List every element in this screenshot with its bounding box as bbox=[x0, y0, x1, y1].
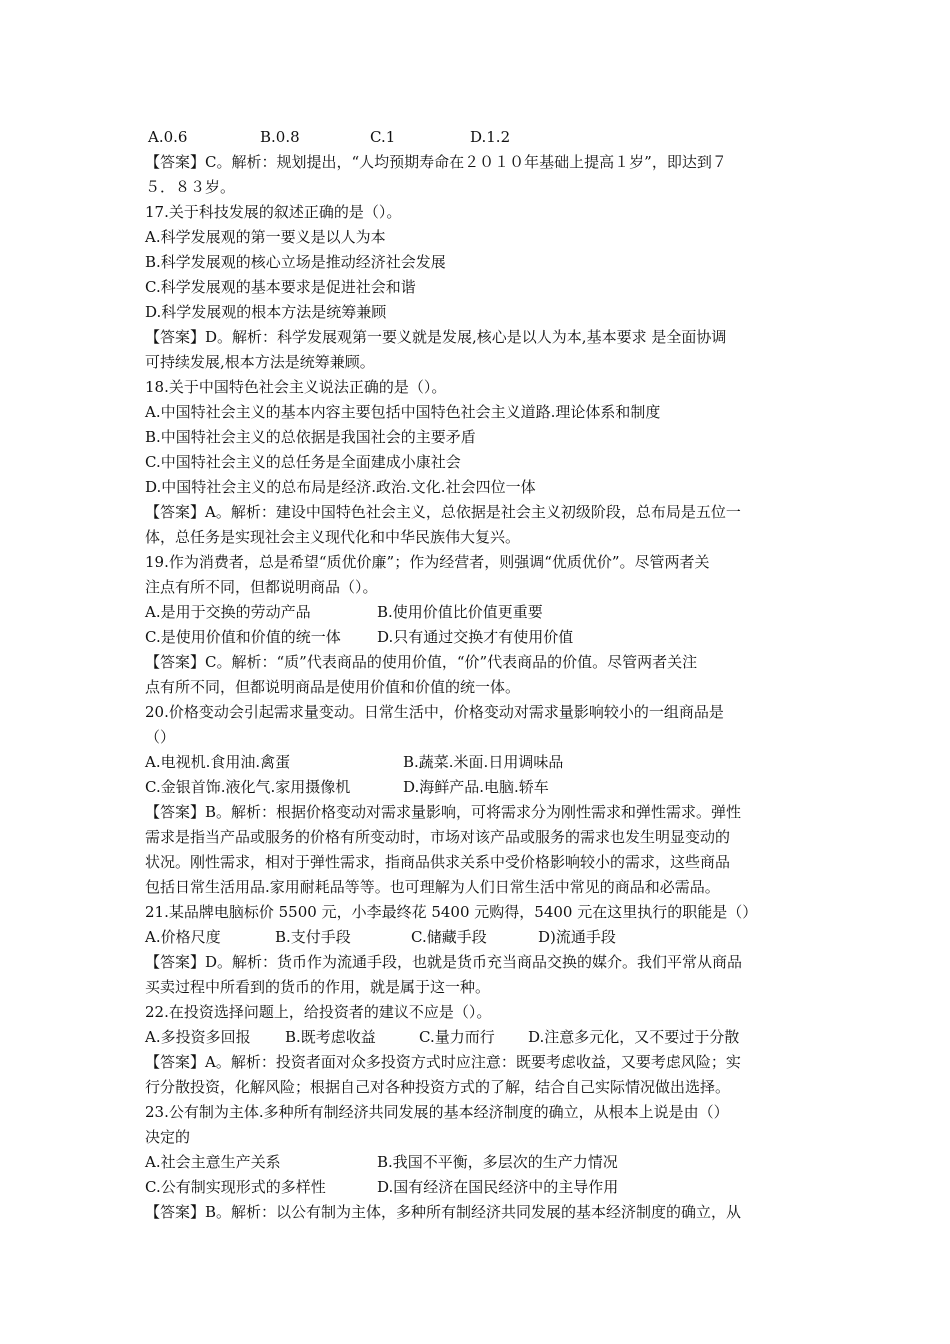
q17-option-b: B.科学发展观的核心立场是推动经济社会发展 bbox=[145, 253, 446, 271]
q20-answer-line-4: 包括日常生活用品.家用耐耗品等等。也可理解为人们日常生活中常见的商品和必需品。 bbox=[145, 878, 720, 896]
q18-option-b: B.中国特社会主义的总依据是我国社会的主要矛盾 bbox=[145, 428, 476, 446]
q21-option-c: C.储藏手段 bbox=[411, 928, 487, 946]
q20-answer-line-2: 需求是指当产品或服务的价格有所变动时，市场对该产品或服务的需求也发生明显变动的 bbox=[145, 828, 731, 846]
q17-option-c: C.科学发展观的基本要求是促进社会和谐 bbox=[145, 278, 416, 296]
q17-answer-line-2: 可持续发展,根本方法是统筹兼顾。 bbox=[145, 353, 375, 371]
q20-answer-line-3: 状况。刚性需求，相对于弹性需求，指商品供求关系中受价格影响较小的需求，这些商品 bbox=[145, 853, 731, 871]
q22-stem: 22.在投资选择问题上，给投资者的建议不应是（）。 bbox=[145, 1003, 492, 1021]
q19-answer-line-2: 点有所不同，但都说明商品是使用价值和价值的统一体。 bbox=[145, 678, 521, 696]
q23-stem-line-2: 决定的 bbox=[145, 1128, 191, 1146]
q20-answer-line-1: 【答案】B。解析：根据价格变动对需求量影响，可将需求分为刚性需求和弹性需求。弹性 bbox=[145, 803, 742, 821]
q21-option-b: B.支付手段 bbox=[275, 928, 351, 946]
q22-option-b: B.既考虑收益 bbox=[285, 1028, 376, 1046]
q23-option-a: A.社会主意生产关系 bbox=[145, 1153, 281, 1171]
q19-stem-line-2: 注点有所不同，但都说明商品（）。 bbox=[145, 578, 378, 596]
q23-options-row-1 bbox=[145, 1152, 618, 1172]
q21-answer-line-1: 【答案】D。解析：货币作为流通手段，也就是货币充当商品交换的媒介。我们平常从商品 bbox=[145, 953, 743, 971]
q19-answer-line-1: 【答案】C。解析：“质”代表商品的使用价值，“价”代表商品的价值。尽管两者关注 bbox=[145, 653, 698, 671]
q18-answer-line-2: 体，总任务是实现社会主义现代化和中华民族伟大复兴。 bbox=[145, 528, 521, 546]
q20-option-a: A.电视机.食用油.禽蛋 bbox=[145, 753, 291, 771]
q23-options-row-2 bbox=[145, 1177, 618, 1197]
q20-stem-line-1: 20.价格变动会引起需求量变动。日常生活中，价格变动对需求量影响较小的一组商品是 bbox=[145, 703, 724, 721]
q22-options bbox=[145, 1027, 739, 1047]
q18-option-c: C.中国特社会主义的总任务是全面建成小康社会 bbox=[145, 453, 461, 471]
q17-stem: 17.关于科技发展的叙述正确的是（）。 bbox=[145, 203, 402, 221]
q19-option-a: A.是用于交换的劳动产品 bbox=[145, 603, 311, 621]
q20-options-row-2 bbox=[145, 777, 549, 797]
q21-stem: 21.某品牌电脑标价 5500 元，小李最终花 5400 元购得，5400 元在这里执行的职能是（） bbox=[145, 903, 758, 921]
q16-option-a: A.0.6 bbox=[148, 128, 188, 146]
q16-option-b: B.0.8 bbox=[260, 128, 300, 146]
q18-option-a: A.中国特社会主义的基本内容主要包括中国特色社会主义道路.理论体系和制度 bbox=[145, 403, 661, 421]
q17-option-d: D.科学发展观的根本方法是统筹兼顾 bbox=[145, 303, 387, 321]
q22-answer-line-1: 【答案】A。解析：投资者面对众多投资方式时应注意：既要考虑收益，又要考虑风险；实 bbox=[145, 1053, 741, 1071]
q18-answer-line-1: 【答案】A。解析：建设中国特色社会主义，总依据是社会主义初级阶段，总布局是五位一 bbox=[145, 503, 741, 521]
q20-option-d: D.海鲜产品.电脑.轿车 bbox=[403, 778, 549, 796]
q21-option-a: A.价格尺度 bbox=[145, 928, 221, 946]
q17-option-a: A.科学发展观的第一要义是以人为本 bbox=[145, 228, 386, 246]
q22-option-d: D.注意多元化，又不要过于分散 bbox=[528, 1028, 740, 1046]
q22-option-c: C.量力而行 bbox=[419, 1028, 495, 1046]
q16-options bbox=[148, 127, 510, 147]
q20-option-b: B.蔬菜.米面.日用调味品 bbox=[403, 753, 564, 771]
q16-option-c: C.1 bbox=[370, 128, 396, 146]
q19-options-row-1 bbox=[145, 602, 543, 622]
q20-stem-line-2: （） bbox=[145, 728, 176, 746]
q18-option-d: D.中国特社会主义的总布局是经济.政治.文化.社会四位一体 bbox=[145, 478, 536, 496]
q16-option-d: D.1.2 bbox=[470, 128, 511, 146]
q19-stem-line-1: 19.作为消费者，总是希望“质优价廉”；作为经营者，则强调“优质优价”。尽管两者关 bbox=[145, 553, 710, 571]
q22-option-a: A.多投资多回报 bbox=[145, 1028, 251, 1046]
q23-option-b: B.我国不平衡，多层次的生产力情况 bbox=[377, 1153, 618, 1171]
q20-options-row-1 bbox=[145, 752, 563, 772]
q16-answer-line-1: 【答案】C。解析：规划提出，“人均预期寿命在２０１０年基础上提高１岁”，即达到７ bbox=[145, 153, 727, 171]
q19-option-c: C.是使用价值和价值的统一体 bbox=[145, 628, 341, 646]
q17-answer-line-1: 【答案】D。解析：科学发展观第一要义就是发展,核心是以人为本,基本要求 是全面协调 bbox=[145, 328, 727, 346]
q20-option-c: C.金银首饰.液化气.家用摄像机 bbox=[145, 778, 351, 796]
q21-options bbox=[145, 927, 616, 947]
q22-answer-line-2: 行分散投资，化解风险；根据自己对各种投资方式的了解，结合自己实际情况做出选择。 bbox=[145, 1078, 731, 1096]
q19-options-row-2 bbox=[145, 627, 573, 647]
q16-answer-line-2: ５．８３岁。 bbox=[145, 178, 236, 196]
q18-stem: 18.关于中国特色社会主义说法正确的是（）。 bbox=[145, 378, 447, 396]
q23-option-d: D.国有经济在国民经济中的主导作用 bbox=[377, 1178, 619, 1196]
q19-option-d: D.只有通过交换才有使用价值 bbox=[377, 628, 574, 646]
q23-stem-line-1: 23.公有制为主体.多种所有制经济共同发展的基本经济制度的确立，从根本上说是由（） bbox=[145, 1103, 729, 1121]
q19-option-b: B.使用价值比价值更重要 bbox=[377, 603, 543, 621]
q23-option-c: C.公有制实现形式的多样性 bbox=[145, 1178, 326, 1196]
q21-answer-line-2: 买卖过程中所看到的货币的作用，就是属于这一种。 bbox=[145, 978, 491, 996]
q23-answer-line-1: 【答案】B。解析：以公有制为主体，多种所有制经济共同发展的基本经济制度的确立，从 bbox=[145, 1203, 742, 1221]
q21-option-d: D)流通手段 bbox=[538, 928, 616, 946]
